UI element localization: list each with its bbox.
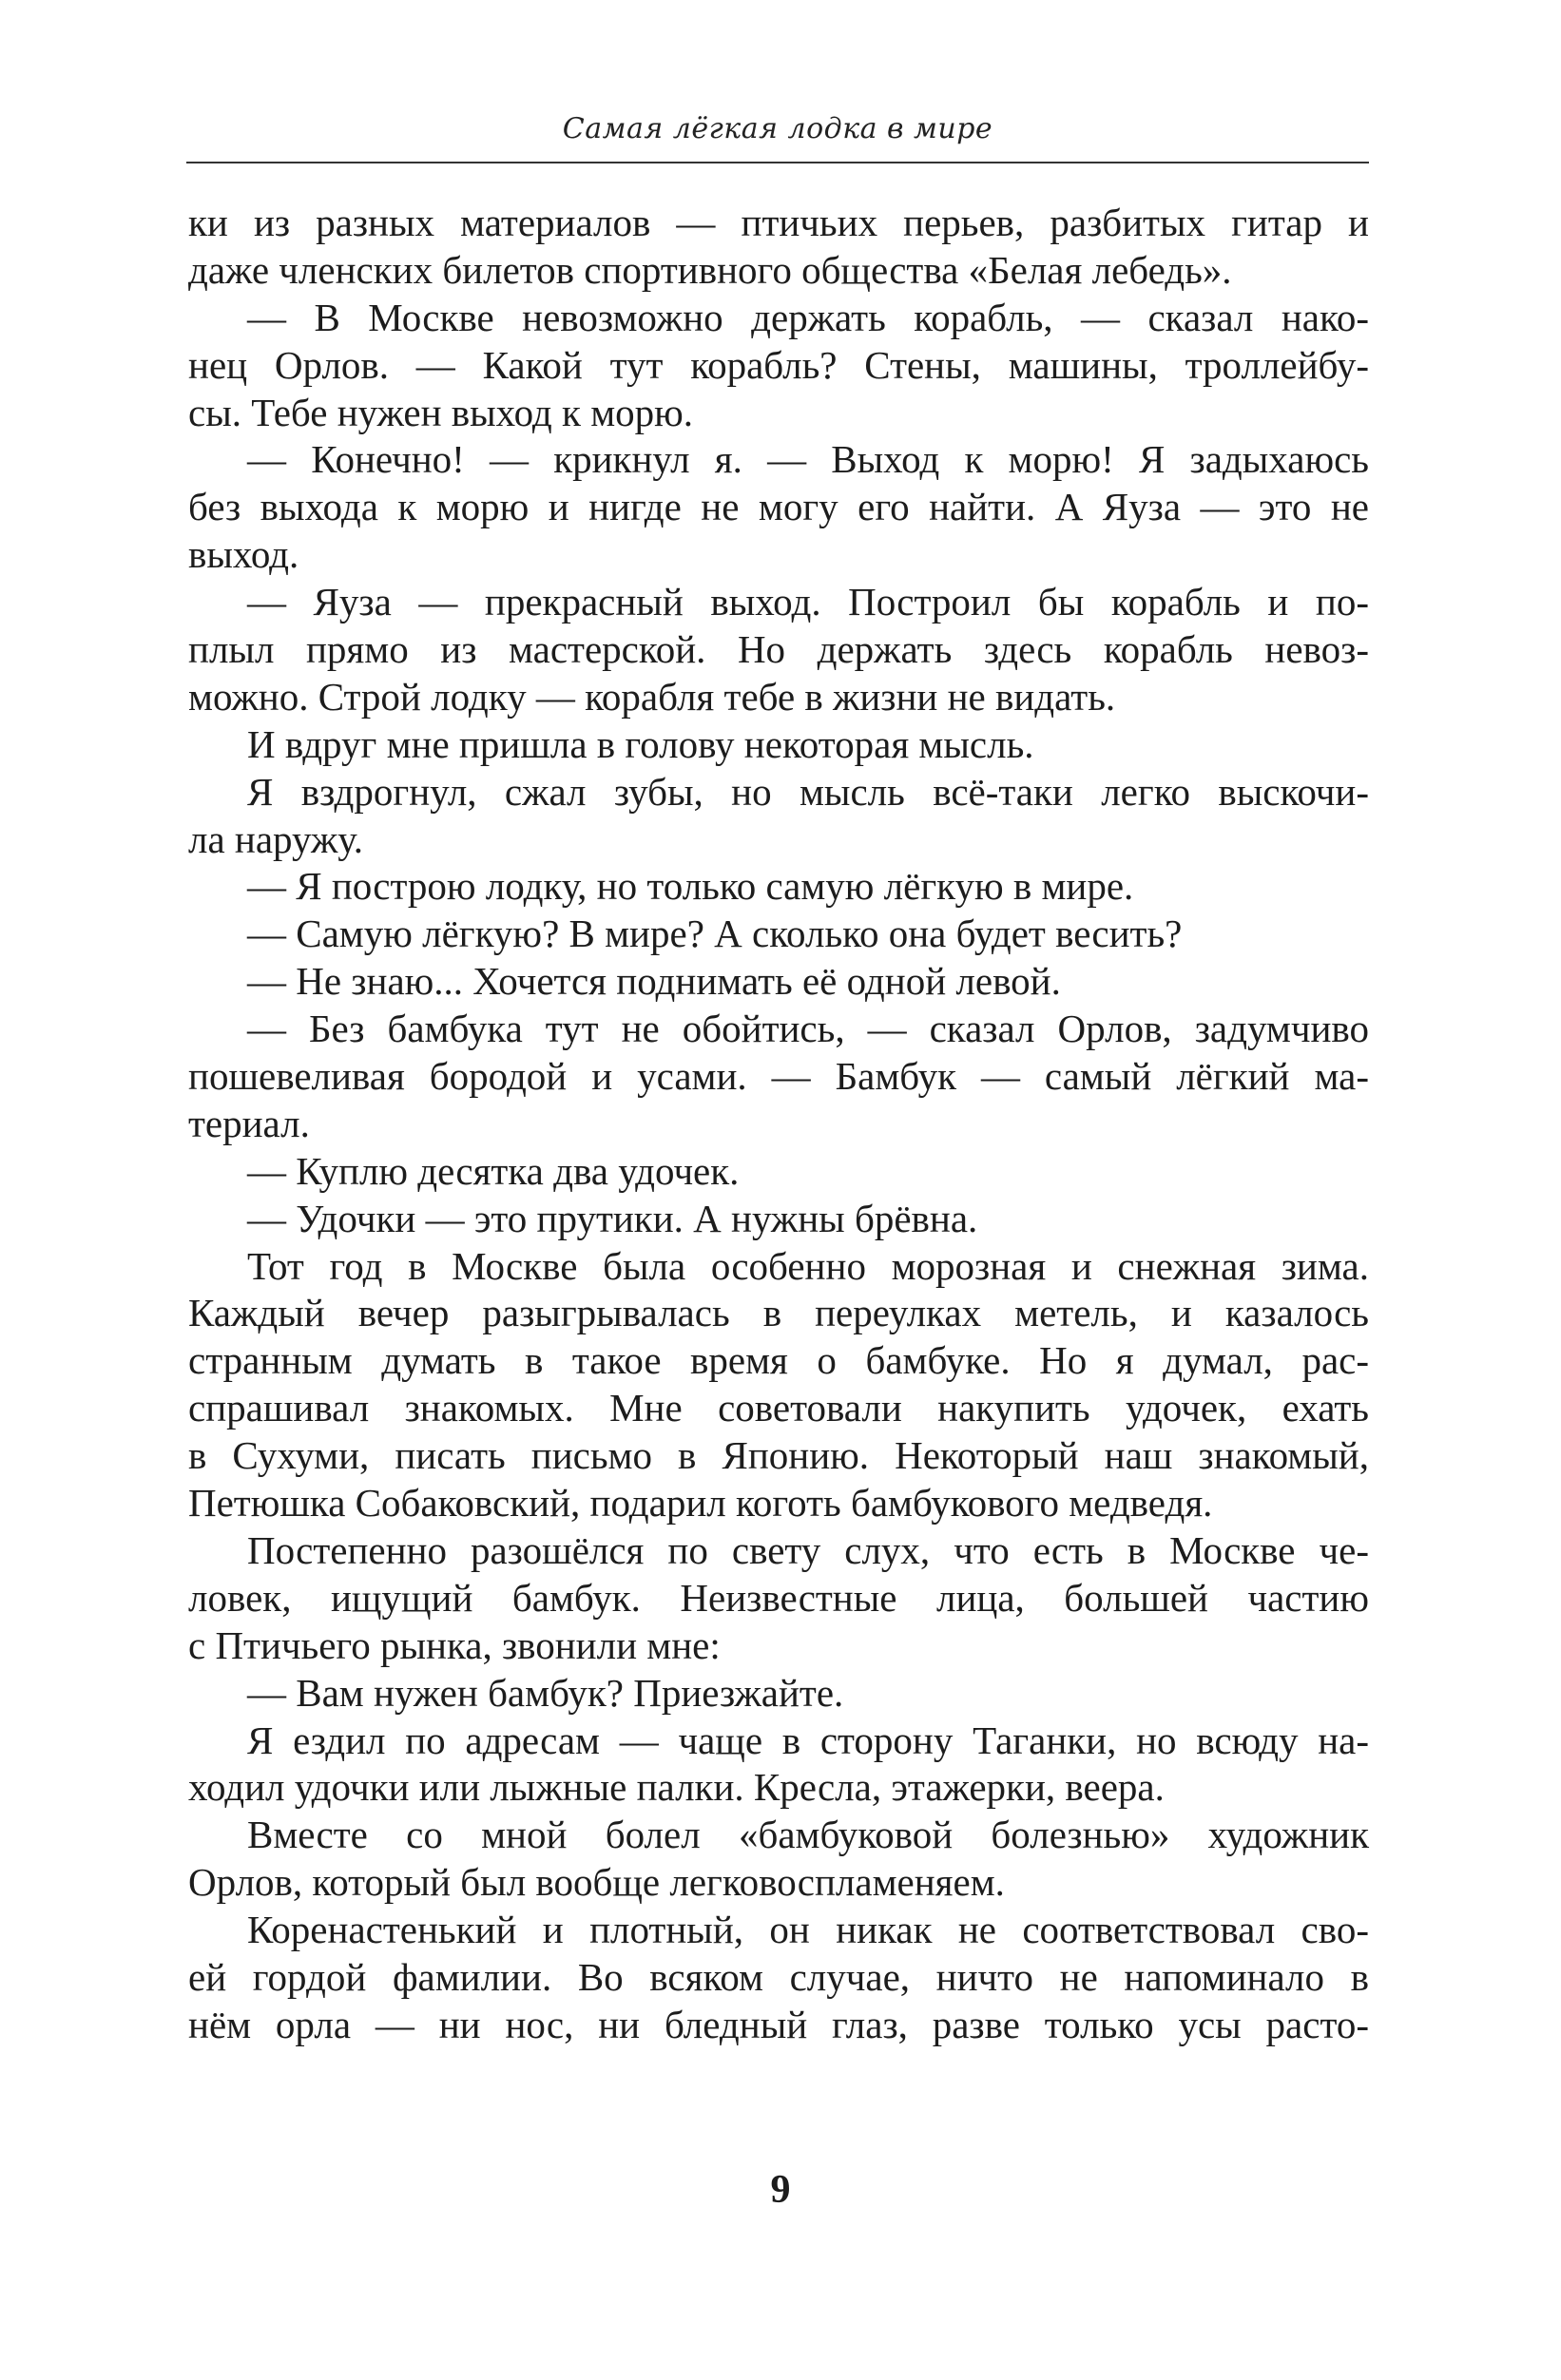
running-head-title: Самая лёгкая лодка в мире [562, 112, 993, 145]
text-line: — Я построю лодку, но только самую лёгкую в мире. [247, 864, 1134, 909]
text-line: — Самую лёгкую? В мире? А сколько она будет весить? [247, 912, 1183, 956]
header-divider [186, 162, 1369, 163]
text-line: нём орла — ни нос, ни бледный глаз, разве только усы расто- [188, 2002, 1369, 2046]
text-line: без выхода к морю и нигде не могу его найти. А Яуза — это не [188, 485, 1369, 529]
text-line: териал. [188, 1101, 310, 1145]
text-line: пошевеливая бородой и усами. — Бамбук — самый лёгкий ма- [188, 1054, 1369, 1099]
page-number: 9 [770, 2168, 791, 2212]
text-line: Коренастенький и плотный, он никак не соответствовал сво- [247, 1908, 1369, 1952]
text-line: в Сухуми, писать письмо в Японию. Некоторый наш знакомый, [188, 1433, 1369, 1478]
text-line: Орлов, который был вообще легковоспламеняем. [188, 1860, 1005, 1905]
text-line: — Яуза — прекрасный выход. Построил бы корабль и по- [247, 580, 1369, 624]
text-line: — Удочки — это прутики. А нужны брёвна. [247, 1196, 978, 1240]
text-line: нец Орлов. — Какой тут корабль? Стены, машины, троллейбу- [188, 342, 1369, 387]
text-line: — Конечно! — крикнул я. — Выход к морю! Я задыхаюсь [247, 437, 1369, 482]
text-line: Вместе со мной болел «бамбуковой болезнью» художник [247, 1813, 1369, 1857]
text-line: с Птичьего рынка, звонили мне: [188, 1622, 721, 1667]
text-line: ки из разных материалов — птичьих перьев, разбитых гитар и [188, 201, 1369, 244]
text-line: Петюшка Собаковский, подарил коготь бамбукового медведя. [188, 1481, 1213, 1526]
text-line: плыл прямо из мастерской. Но держать здесь корабль невоз- [188, 627, 1369, 672]
text-line: ловек, ищущий бамбук. Неизвестные лица, большей частию [188, 1575, 1369, 1620]
text-line: можно. Строй лодку — корабля тебе в жизни не видать. [188, 674, 1116, 719]
text-line: выход. [188, 532, 299, 577]
text-line: странным думать в такое время о бамбуке. Но я думал, рас- [188, 1338, 1369, 1383]
text-line: — Куплю десятка два удочек. [247, 1148, 740, 1193]
text-line: Каждый вечер разыгрывалась в переулках метель, и казалось [188, 1291, 1369, 1335]
text-line: — Вам нужен бамбук? Приезжайте. [247, 1670, 844, 1715]
text-line: — Без бамбука тут не обойтись, — сказал Орлов, задумчиво [247, 1007, 1369, 1051]
text-line: спрашивал знакомых. Мне советовали накупить удочек, ехать [188, 1386, 1369, 1430]
text-line: Я вздрогнул, сжал зубы, но мысль всё-таки легко выскочи- [247, 769, 1369, 814]
text-line: И вдруг мне пришла в голову некоторая мысль. [247, 721, 1034, 766]
text-line: Я ездил по адресам — чаще в сторону Таганки, но всюду на- [247, 1718, 1369, 1762]
text-line: сы. Тебе нужен выход к морю. [188, 390, 694, 434]
text-line: — Не знаю... Хочется поднимать её одной левой. [247, 959, 1061, 1004]
text-line: ла наружу. [188, 816, 363, 861]
text-line: — В Москве невозможно держать корабль, — сказал нако- [247, 295, 1369, 339]
text-line: Постепенно разошёлся по свету слух, что есть в Москве че- [247, 1527, 1369, 1572]
text-line: даже членских билетов спортивного общества «Белая лебедь». [188, 247, 1232, 292]
text-line: ей гордой фамилии. Во всяком случае, ничто не напоминало в [188, 1954, 1369, 1999]
text-line: ходил удочки или лыжные палки. Кресла, этажерки, веера. [188, 1765, 1165, 1810]
body-text [188, 200, 1369, 2049]
text-line: Тот год в Москве была особенно морозная и снежная зима. [247, 1243, 1369, 1288]
